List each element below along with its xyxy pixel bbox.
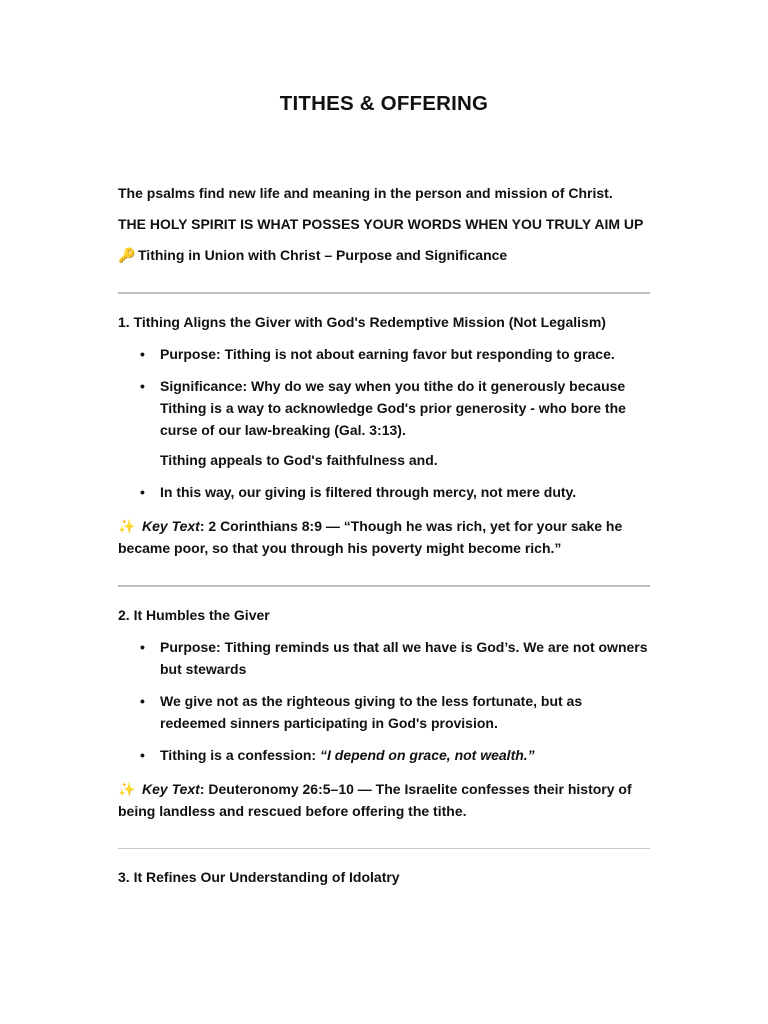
section-2-key-text (118, 778, 650, 822)
section-1-key-text (118, 515, 650, 559)
key-icon: 🔑 (118, 247, 136, 263)
intro-line-3-text: Tithing in Union with Christ – Purpose and Significance (138, 247, 508, 263)
confession-quote: “I depend on grace, not wealth.” (319, 747, 535, 763)
section-3-heading: 3. It Refines Our Understanding of Idolatry (118, 869, 400, 885)
intro-line-2: THE HOLY SPIRIT IS WHAT POSSES YOUR WORDS WHEN YOU TRULY AIM UP (118, 216, 644, 232)
section-1-bullets (118, 343, 650, 441)
confession-prefix: Tithing is a confession: (160, 747, 320, 763)
document-title: TITHES & OFFERING (279, 92, 489, 115)
section-divider-3 (118, 848, 650, 849)
list-item (118, 744, 650, 766)
sparkle-icon: ✨ (118, 518, 136, 534)
bullet-icon: • (140, 693, 145, 709)
key-text-label: Key Text (142, 781, 200, 797)
list-item: • Significance: Why do we say when you tithe do it generously because Tithing is a way to acknowledge God's prior generosity - who bore the curse of our law-breaking (Gal. 3:13). (118, 375, 650, 441)
section-2-heading: 2. It Humbles the Giver (118, 607, 270, 623)
section-1-bullets-cont (118, 481, 650, 503)
key-text-body: : Deuteronomy 26:5–10 — The Israelite confesses their history of being landless and rescued before offering the tithe. (118, 781, 632, 819)
section-divider-2 (118, 585, 650, 587)
section-2-bullets (118, 636, 650, 766)
bullet-icon: • (140, 346, 145, 362)
bullet-icon: • (140, 378, 145, 394)
section-1-heading: 1. Tithing Aligns the Giver with God's Redemptive Mission (Not Legalism) (118, 314, 606, 330)
list-item: • In this way, our giving is filtered through mercy, not mere duty. (118, 481, 650, 503)
key-text-body: : 2 Corinthians 8:9 — “Though he was rich, yet for your sake he became poor, so that you through his poverty might become rich.” (118, 518, 623, 556)
list-item: • We give not as the righteous giving to the less fortunate, but as redeemed sinners participating in God's provision. (118, 690, 650, 734)
intro-line-3 (118, 244, 650, 266)
bullet-icon: • (140, 484, 145, 500)
section-divider-1 (118, 292, 650, 294)
bullet-icon: • (140, 639, 145, 655)
list-item: • Purpose: Tithing reminds us that all we have is God’s. We are not owners but stewards (118, 636, 650, 680)
key-text-label: Key Text (142, 518, 200, 534)
intro-line-1: The psalms find new life and meaning in the person and mission of Christ. (118, 185, 613, 201)
sparkle-icon: ✨ (118, 781, 136, 797)
list-item: • Purpose: Tithing is not about earning favor but responding to grace. (118, 343, 650, 365)
bullet-icon: • (140, 747, 145, 763)
section-1-note: Tithing appeals to God's faithfulness and. (160, 452, 438, 468)
